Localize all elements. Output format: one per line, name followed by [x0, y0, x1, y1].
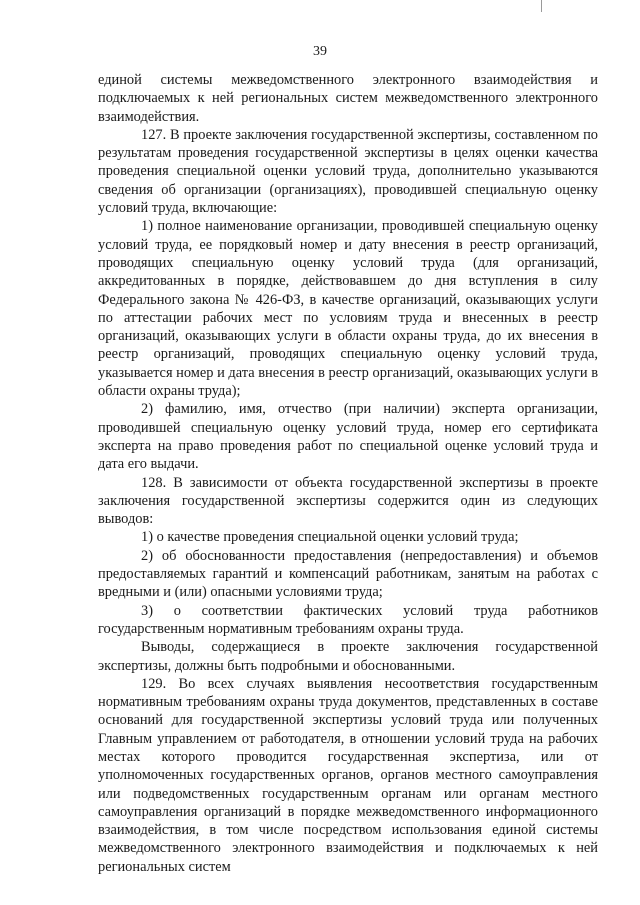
page-number: 39 — [313, 44, 327, 59]
paragraph-128-item-2: 2) об обоснованности предоставления (непредоставления) и объемов предоставляемых гарантий и компенсаций работникам, занятым на работах с вредными и (или) опасными условиями труда; — [98, 547, 598, 601]
paragraph-129: 129. Во всех случаях выявления несоответствия государственным нормативным требованиям охраны труда документов, представленных в составе оснований для государственной экспертизы условий труда или полученных Главным управлением от работодателя, в отношении условий труда на рабочих местах которого проводится государственная экспертиза, или от уполномоченных государственных органов, органов местного самоуправления или подведомственных государственным органам или органам местного самоуправления организаций в порядке межведомственного информационного взаимодействия, в том числе посредством использования единой системы межведомственного электронного взаимодействия и подключаемых к ней региональных систем — [98, 675, 598, 875]
paragraph-128-item-1: 1) о качестве проведения специальной оценки условий труда; — [141, 529, 519, 546]
paragraph-128-item-3: 3) о соответствии фактических условий труда работников государственным нормативным требованиям охраны труда. — [98, 602, 598, 637]
paragraph-conclusions: Выводы, содержащиеся в проекте заключения государственной экспертизы, должны быть подробными и обоснованными. — [98, 639, 598, 674]
scan-edge-mark — [541, 0, 542, 12]
paragraph-127-item-2: 2) фамилию, имя, отчество (при наличии) эксперта организации, проводившей специальную оценку условий труда, номер его сертификата эксперта на право проведения работ по специальной оценке условий труда и дата его выдачи. — [98, 401, 598, 473]
paragraph-continuation: единой системы межведомственного электронного взаимодействия и подключаемых к ней региональных систем межведомственного электронного взаимодействия. — [98, 72, 598, 125]
paragraph-128: 128. В зависимости от объекта государственной экспертизы в проекте заключения государственной экспертизы содержится один из следующих выводов: — [98, 474, 598, 528]
paragraph-127: 127. В проекте заключения государственной экспертизы, составленном по результатам проведения государственной экспертизы в целях оценки качества проведения специальной оценки условий труда, дополнительно указываются сведения об организации (организациях), проводившей специальную оценку условий труда, включающие: — [98, 126, 598, 217]
paragraph-127-item-1: 1) полное наименование организации, проводившей специальную оценку условий труда, ее порядковый номер и дату внесения в реестр организаций, проводящих специальную оценку условий труда (для организаций, аккредитованных в порядке, действовавшем до дня вступления в силу Федерального закона № 426-ФЗ, в качестве организаций, оказывающих услуги по аттестации рабочих мест по условиям труда и внесенных в реестр организаций, оказывающих услуги в области охраны труда, до их внесения в реестр организаций, проводящих специальную оценку условий труда, указывается номер и дата внесения в реестр организаций, оказывающих услуги в области охраны труда); — [98, 218, 598, 400]
document-body — [98, 71, 598, 876]
